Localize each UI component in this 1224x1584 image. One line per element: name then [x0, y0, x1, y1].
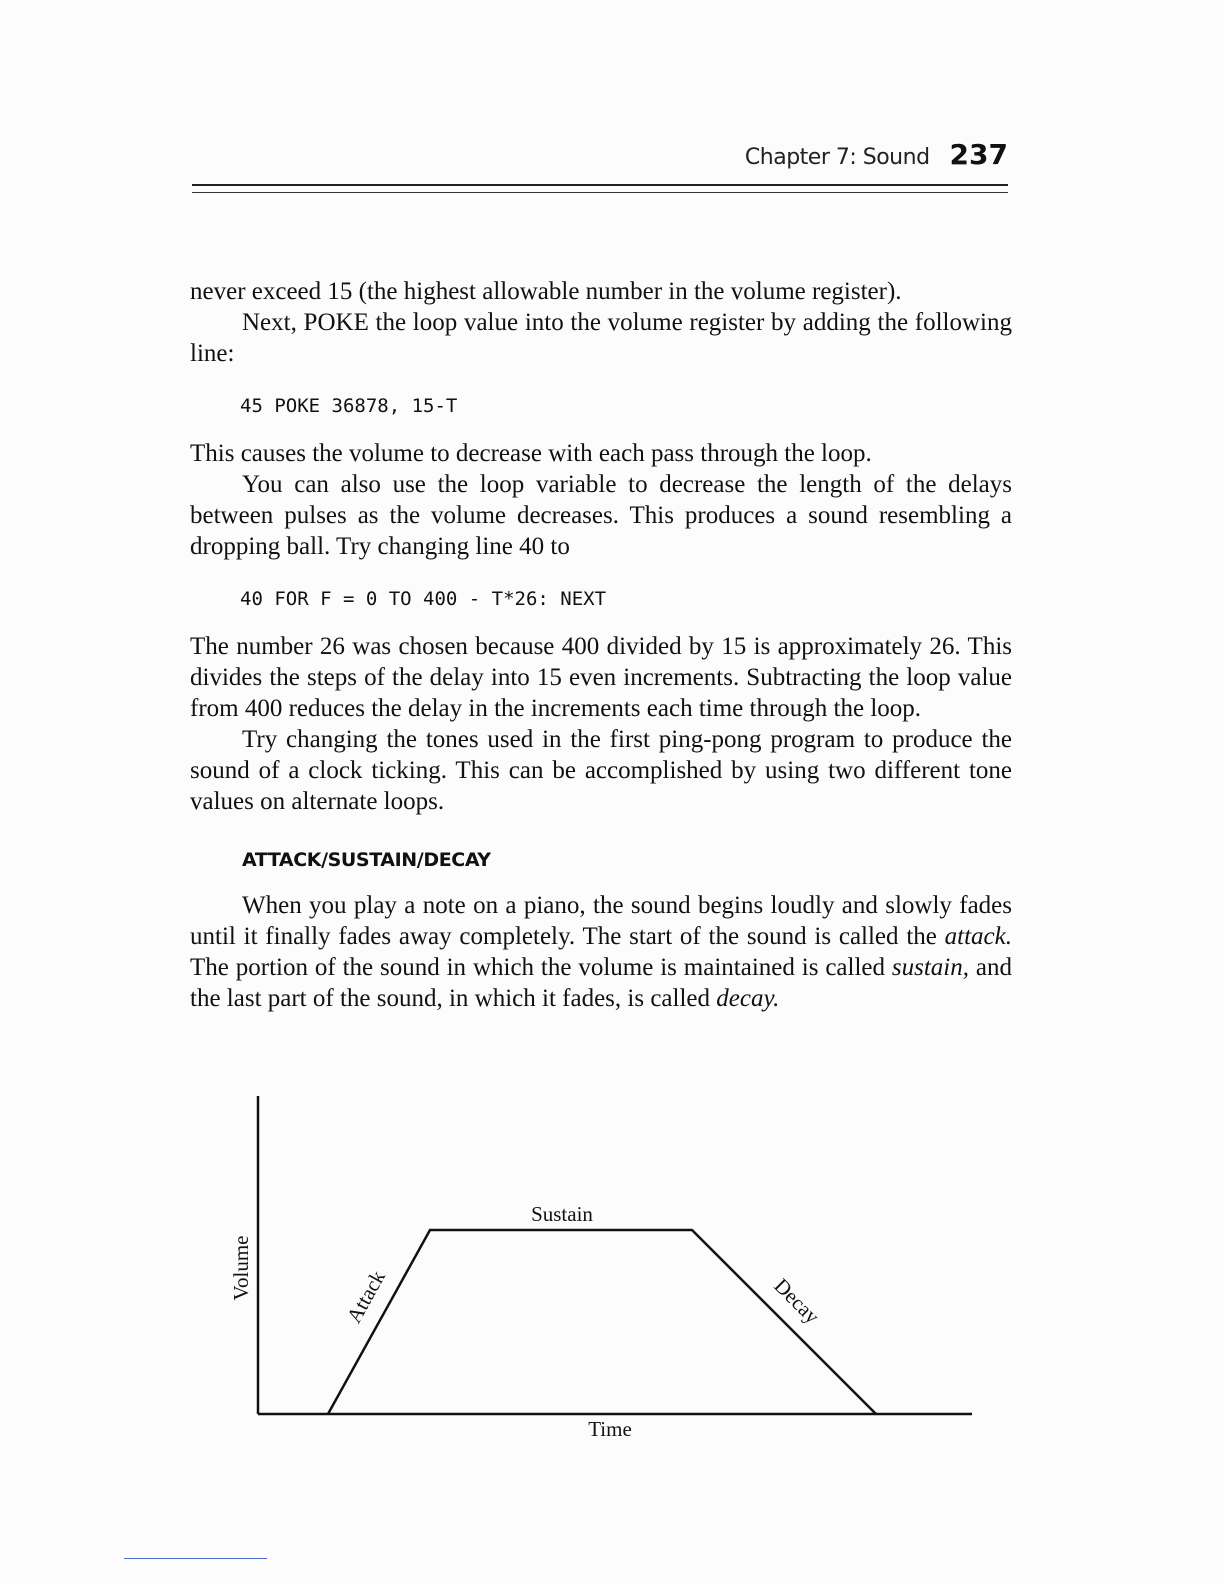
header-rule-thick	[192, 184, 1008, 186]
term-decay: decay.	[716, 985, 780, 1012]
envelope-line	[328, 1230, 876, 1414]
x-axis-label: Time	[588, 1417, 632, 1441]
code-listing-2: 40 FOR F = 0 TO 400 - T*26: NEXT	[240, 588, 607, 610]
paragraph-5: The number 26 was chosen because 400 divided by 15 is approximately 26. This divides the steps of the delay into 15 even increments. Subtracting the loop value from 400 reduces the delay in the increments each time through the loop.	[190, 633, 1012, 722]
paragraph-7-text-a: When you play a note on a piano, the sound begins loudly and slowly fades until it finally fades away completely. The start of the sound is called the	[190, 892, 1012, 950]
footer-rule	[124, 1558, 267, 1559]
page-number: 237	[949, 138, 1008, 171]
decay-label: Decay	[769, 1273, 825, 1329]
running-header	[190, 138, 1008, 182]
paragraph-7-text-b: The portion of the sound in which the volume is maintained is called	[190, 954, 892, 981]
paragraph-7-text-c: and the last part of the sound, in which it fades, is called	[190, 954, 1012, 1012]
sustain-label: Sustain	[531, 1202, 593, 1226]
paragraph-4: You can also use the loop variable to decrease the length of the delays between pulses as the volume decreases. This produces a sound resembling a dropping ball. Try changing line 40 to	[190, 471, 1012, 560]
envelope-diagram	[200, 1088, 1000, 1468]
paragraph-7	[190, 890, 1012, 1014]
body-text	[190, 276, 1012, 1014]
term-attack: attack.	[944, 923, 1012, 950]
paragraph-2: Next, POKE the loop value into the volume register by adding the following line:	[190, 309, 1012, 367]
code-listing-1: 45 POKE 36878, 15-T	[240, 395, 458, 417]
paragraph-1: never exceed 15 (the highest allowable number in the volume register).	[190, 278, 902, 305]
envelope-figure	[200, 1088, 1000, 1468]
term-sustain: sustain,	[891, 954, 969, 981]
attack-label: Attack	[341, 1266, 390, 1327]
paragraph-6: Try changing the tones used in the first ping-pong program to produce the sound of a clock ticking. This can be accomplished by using two different tone values on alternate loops.	[190, 726, 1012, 815]
paragraph-3: This causes the volume to decrease with each pass through the loop.	[190, 440, 872, 467]
y-axis-label: Volume	[229, 1235, 253, 1301]
header-text	[745, 138, 1008, 171]
section-heading: ATTACK/SUSTAIN/DECAY	[242, 849, 491, 871]
chapter-title: Chapter 7: Sound	[744, 145, 930, 170]
header-rule-thin	[192, 192, 1008, 193]
